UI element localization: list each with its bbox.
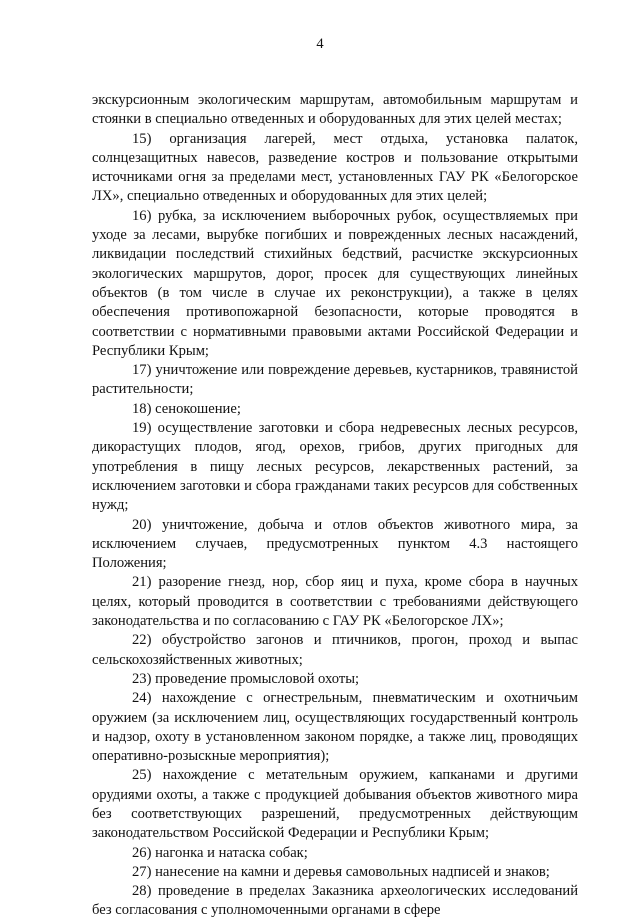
item-number: 26) — [132, 844, 152, 861]
item-text: нахождение с метательным оружием, капканами и другими орудиями охоты, а также с продукцией добывания объектов животного мира без соответствующих разрешений, предусмотренных действующим законодательством Российской Федерации и Республики Крым; — [92, 767, 578, 842]
list-item — [92, 766, 578, 843]
item-number: 17) — [132, 362, 152, 379]
item-number: 23) — [132, 670, 152, 687]
paragraph-continuation — [92, 91, 578, 130]
item-text: нахождение с огнестрельным, пневматическим и охотничьим оружием (за исключением лиц, осуществляющих государственный контроль и надзор, охоту в установленном законом порядке, а также лиц, проводящих оперативно-розыскные мероприятия); — [92, 690, 578, 765]
list-item — [92, 631, 578, 670]
item-text: нагонка и натаска собак; — [155, 844, 308, 861]
item-number: 20) — [132, 516, 152, 533]
item-text: обустройство загонов и птичников, прогон, проход и выпас сельскохозяйственных животных; — [92, 632, 578, 668]
list-item — [92, 882, 578, 921]
item-text: нанесение на камни и деревья самовольных надписей и знаков; — [155, 863, 550, 880]
item-text: уничтожение или повреждение деревьев, кустарников, травянистой растительности; — [92, 362, 578, 398]
document-body — [92, 91, 578, 921]
item-number: 15) — [132, 130, 152, 147]
item-number: 21) — [132, 574, 152, 591]
paragraph-text: экскурсионным экологическим маршрутам, автомобильным маршрутам и стоянки в специально отведенных и оборудованных для этих целей местах; — [92, 92, 578, 128]
item-text: сенокошение; — [155, 400, 241, 417]
item-number: 19) — [132, 420, 152, 437]
item-text: проведение промысловой охоты; — [155, 670, 360, 687]
list-item — [92, 419, 578, 515]
item-text: осуществление заготовки и сбора недревесных лесных ресурсов, дикорастущих плодов, ягод, орехов, грибов, других пригодных для употребления в пищу лесных ресурсов, лекарственных растений, за исключением заготовки и сбора гражданами таких ресурсов для собственных нужд; — [92, 420, 578, 514]
item-number: 22) — [132, 632, 152, 649]
list-item — [92, 516, 578, 574]
item-number: 18) — [132, 400, 152, 417]
list-item — [92, 400, 578, 419]
item-text: уничтожение, добыча и отлов объектов животного мира, за исключением случаев, предусмотренных пунктом 4.3 настоящего Положения; — [92, 516, 578, 572]
item-number: 28) — [132, 883, 152, 900]
list-item — [92, 689, 578, 766]
item-number: 24) — [132, 690, 152, 707]
list-item — [92, 863, 578, 882]
item-text: проведение в пределах Заказника археологических исследований без согласования с уполномоченными органами в сфере — [92, 883, 578, 919]
list-item — [92, 207, 578, 361]
list-item — [92, 844, 578, 863]
item-text: разорение гнезд, нор, сбор яиц и пуха, кроме сбора в научных целях, который проводится в соответствии с требованиями действующего законодательства и по согласованию с ГАУ РК «Белогорское ЛХ»; — [92, 574, 578, 630]
item-number: 25) — [132, 767, 152, 784]
item-text: рубка, за исключением выборочных рубок, осуществляемых при уходе за лесами, вырубке погибших и поврежденных лесных насаждений, ликвидации последствий стихийных бедствий, расчистке экскурсионных экологических маршрутов, дорог, просек для существующих линейных объектов (в том числе в случае их реконструкции), а также в целях обеспечения противопожарной безопасности, которые проводятся в соответствии с нормативными правовыми актами Российской Федерации и Республики Крым; — [92, 207, 578, 359]
list-item — [92, 361, 578, 400]
list-item — [92, 670, 578, 689]
page-number: 4 — [316, 36, 324, 52]
list-item — [92, 130, 578, 207]
list-item — [92, 573, 578, 631]
item-number: 27) — [132, 863, 152, 880]
item-number: 16) — [132, 207, 152, 224]
item-text: организация лагерей, мест отдыха, установка палаток, солнцезащитных навесов, разведение костров и пользование открытыми источниками огня за пределами мест, установленных ГАУ РК «Белогорское ЛХ», специально отведенных и оборудованных для этих целей; — [92, 130, 578, 205]
